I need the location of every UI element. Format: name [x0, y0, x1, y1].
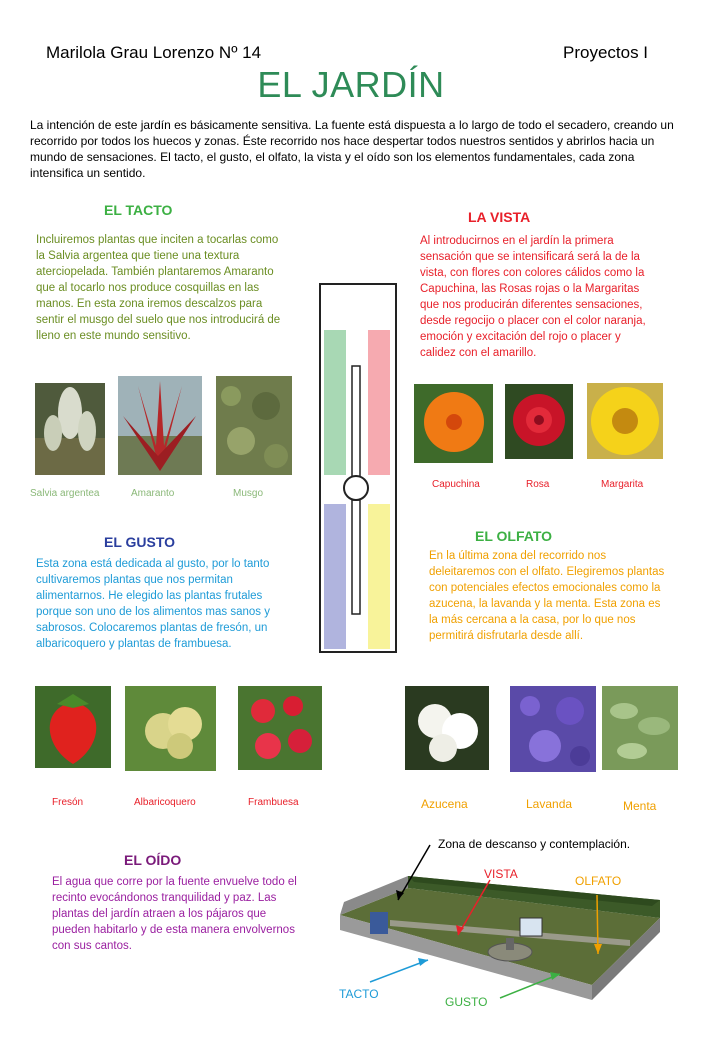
rest-zone-label: Zona de descanso y contemplación.	[438, 837, 631, 851]
caption-rosa: Rosa	[526, 479, 550, 490]
garden-plan	[318, 282, 398, 654]
caption-freson: Fresón	[52, 797, 84, 808]
olfato-heading: EL OLFATO	[475, 528, 553, 544]
caption-amaranto: Amaranto	[131, 488, 175, 499]
oido-heading: EL OÍDO	[124, 852, 182, 868]
vista-heading: LA VISTA	[468, 209, 531, 225]
gusto-text: Esta zona está dedicada al gusto, por lo tanto cultivaremos plantas que nos permitan alimentarnos. He elegido las plantas frutales porque son uno de los alimentos mas sanos y sabrosos. Colocaremos plantas de fresón, un albaricoquero y plantas de frambuesa.	[36, 558, 270, 650]
vista-text: Al introducirnos en el jardín la primera sensación que se intensificará será la de la vista, con flores con colores cálidos como la Capuchina, las Rosas rojas o la Margaritas que nos producirán diferentes sensaciones, desde regocijo o placer con el color naranja, emoción y excitación del rojo o placer y calidez con el amarillo.	[420, 235, 646, 359]
menta-photo	[602, 686, 678, 770]
musgo-photo	[216, 376, 292, 475]
model-label-olfato: OLFATO	[575, 874, 622, 888]
intro-paragraph: La intención de este jardín es básicamente sensitiva. La fuente está dispuesta a lo largo de todo el secadero, creando un recorrido por todos los huecos y zonas. Éste recorrido nos hace despertar todos nuestros sentidos y abrirlos hacia un mundo de sensaciones. El tacto, el gusto, el olfato, la vista y el oído son los elementos fundamentales, cada zona intensifica un sentido.	[30, 118, 674, 180]
caption-frambuesa: Frambuesa	[248, 797, 299, 808]
freson-photo	[35, 686, 111, 768]
frambuesa-photo	[238, 686, 322, 770]
rosa-photo	[505, 384, 573, 459]
capuchina-photo	[414, 384, 493, 463]
salvia-photo	[35, 383, 105, 475]
model-label-tacto: TACTO	[339, 987, 379, 1001]
amaranto-photo	[118, 376, 202, 475]
caption-margarita: Margarita	[601, 479, 644, 490]
tacto-heading: EL TACTO	[104, 202, 173, 218]
caption-lavanda: Lavanda	[526, 797, 573, 811]
tacto-text: Incluiremos plantas que inciten a tocarlas como la Salvia argentea que tiene una textura aterciopelada. También plantaremos Amaranto que al tocarlo nos produce cosquillas en las manos. En esta zona iremos descalzos para sentir el musgo del suelo que nos introducirá de lleno en este mundo sensitivo.	[36, 234, 281, 342]
caption-capuchina: Capuchina	[432, 479, 480, 490]
caption-salvia: Salvia argentea	[30, 488, 100, 499]
model-label-gusto: GUSTO	[445, 995, 488, 1009]
plan-zone-vista	[368, 330, 390, 475]
azucena-photo	[405, 686, 489, 770]
gusto-heading: EL GUSTO	[104, 534, 176, 550]
plan-zone-tacto	[324, 330, 346, 475]
lavanda-photo	[510, 686, 596, 772]
caption-menta: Menta	[623, 799, 657, 813]
caption-azucena: Azucena	[421, 797, 468, 811]
olfato-text: En la última zona del recorrido nos deleitaremos con el olfato. Elegiremos plantas con potenciales efectos emocionales como la azucena, la lavanda y la menta. Esta zona es la más cercana a la casa, por lo que nos permitirá disfrutarla desde allí.	[429, 550, 665, 642]
oido-text: El agua que corre por la fuente envuelve todo el recinto evocándonos tranquilidad y paz. Las plantas del jardín atraen a los pájaros que pueden habitarlo y de esta manera envolvernos con sus cantos.	[52, 876, 297, 952]
course-name: Proyectos I	[563, 43, 649, 62]
margarita-photo	[587, 383, 663, 459]
plan-zone-gusto	[324, 504, 346, 649]
garden-3d-model	[330, 840, 670, 1010]
plan-zone-olfato	[368, 504, 390, 649]
caption-musgo: Musgo	[233, 488, 264, 499]
caption-albaricoquero: Albaricoquero	[134, 797, 196, 808]
model-label-vista: VISTA	[484, 867, 518, 881]
author-name: Marilola Grau Lorenzo Nº 14	[46, 43, 262, 62]
page-title: EL JARDÍN	[257, 64, 445, 105]
albaricoquero-photo	[125, 686, 216, 771]
